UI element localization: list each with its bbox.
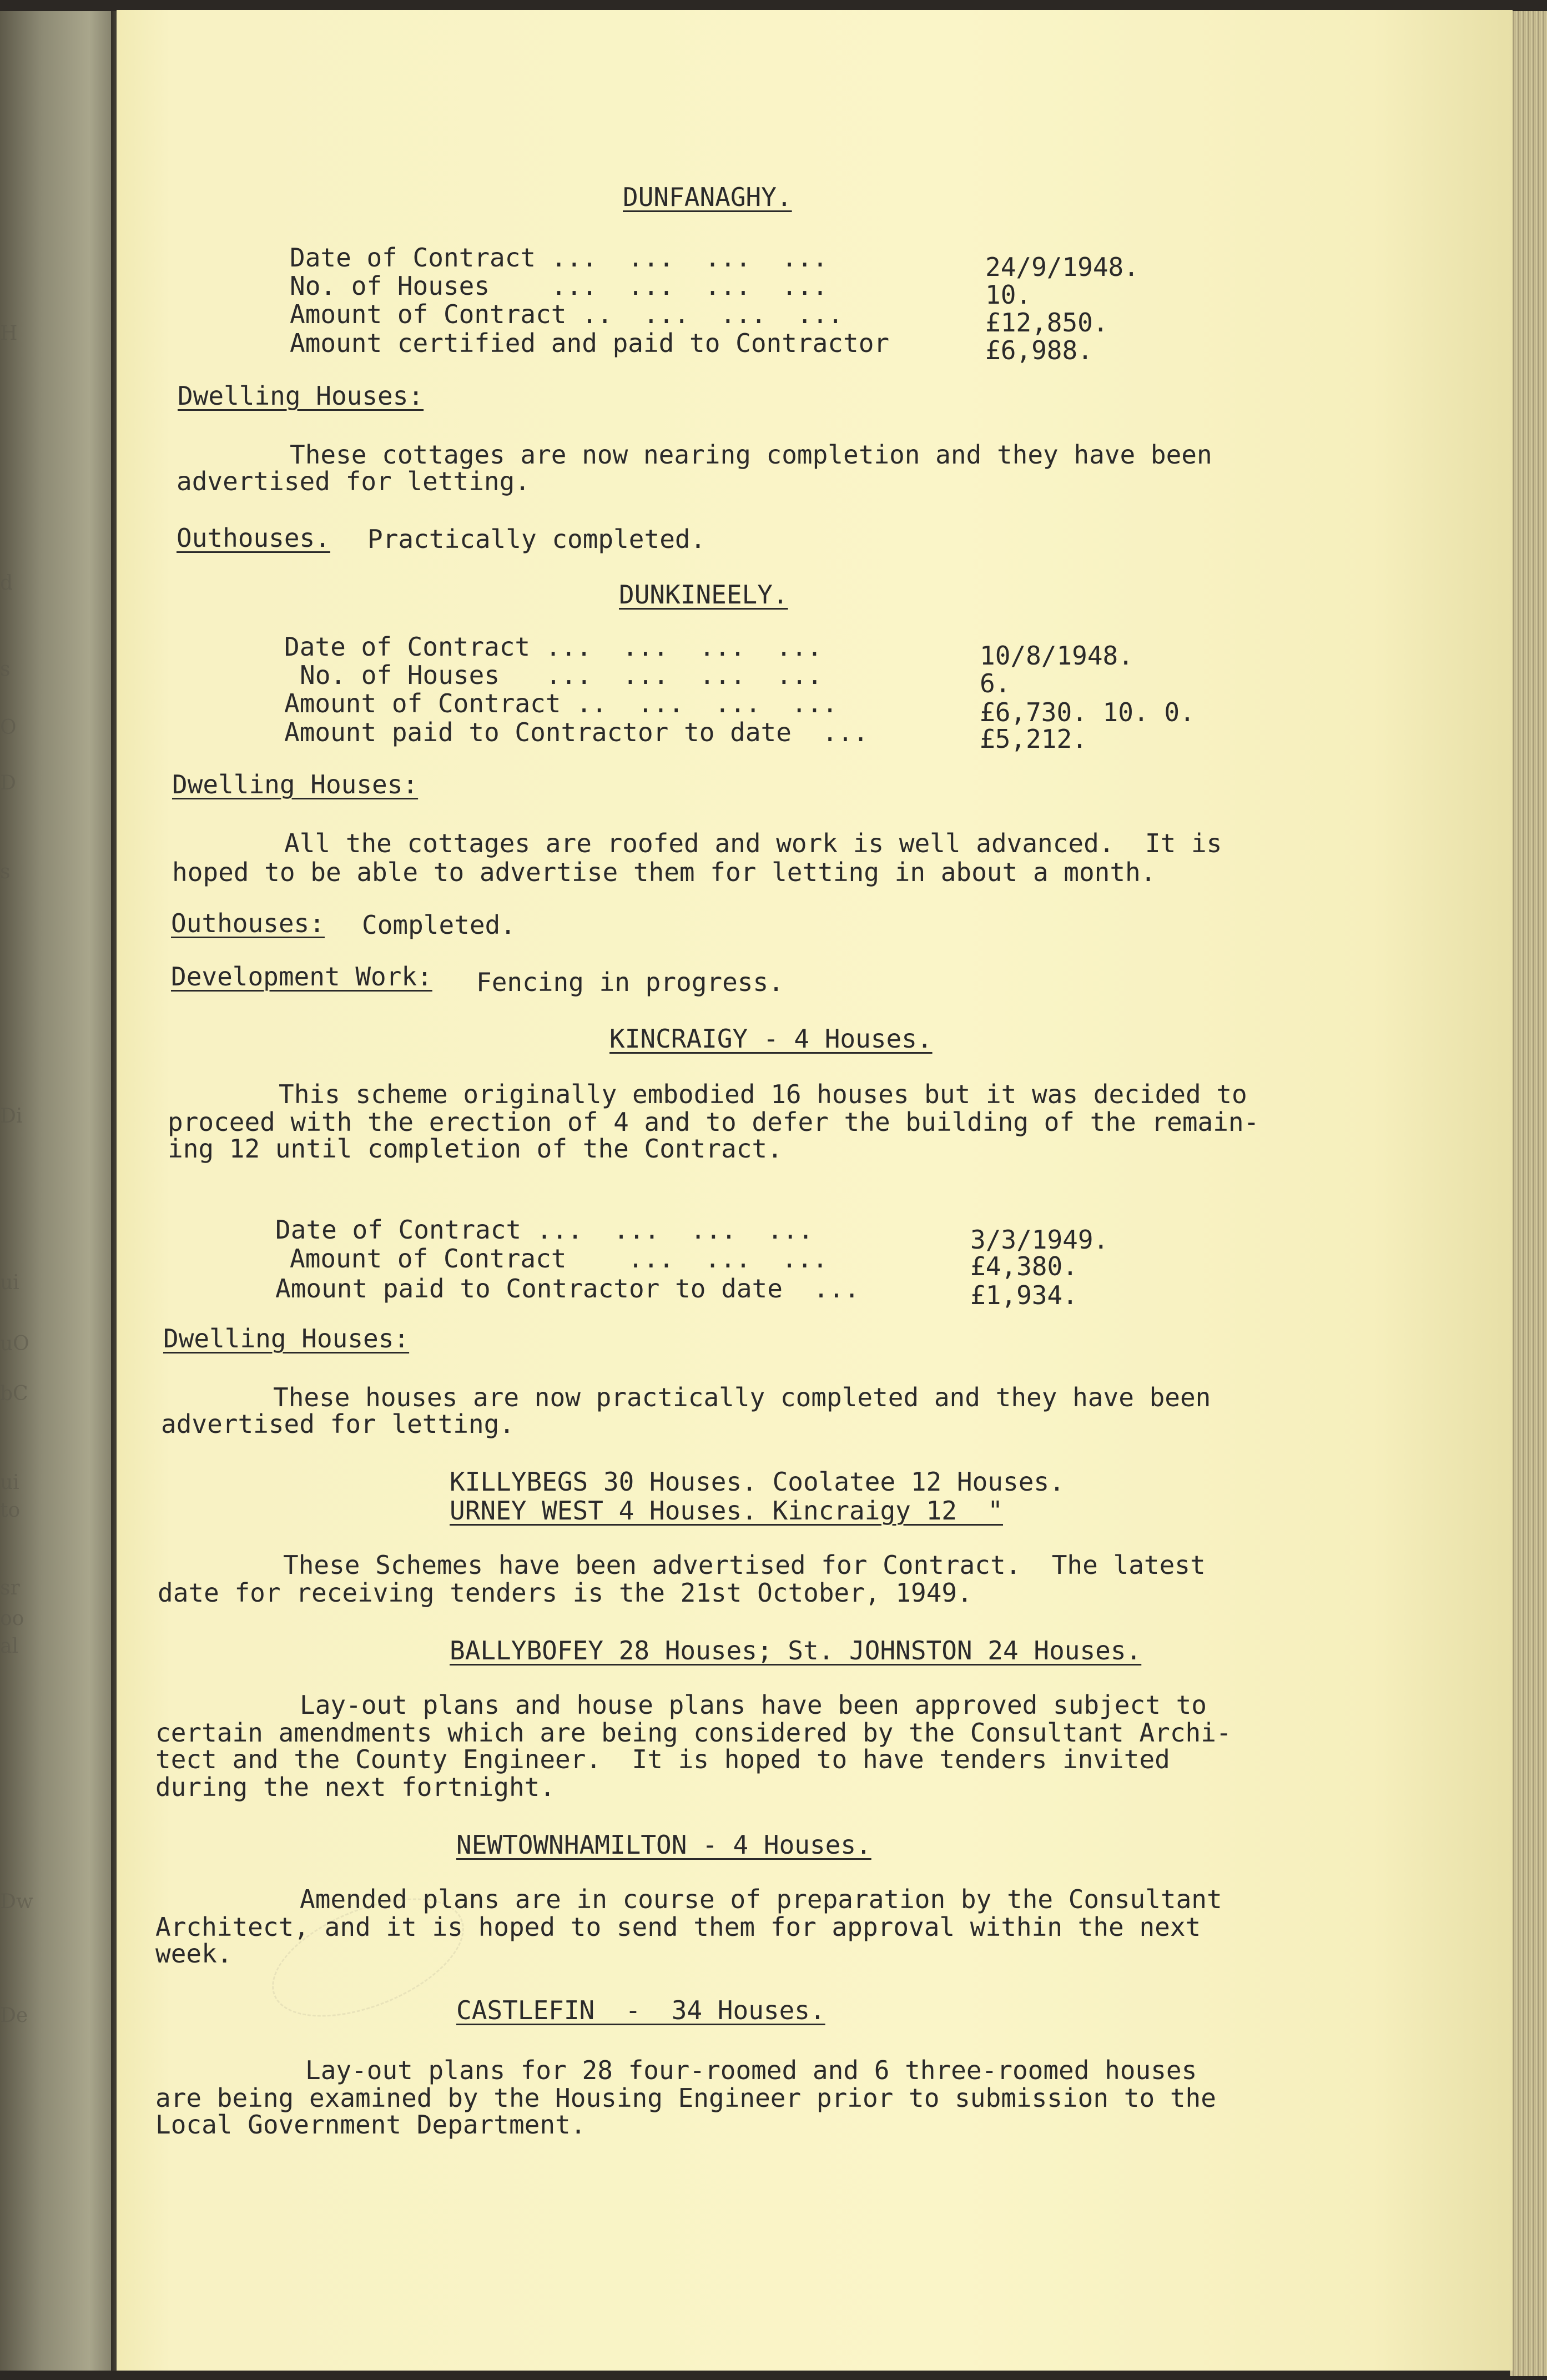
contract-row-label: Date of Contract ... ... ... ... <box>284 632 823 662</box>
prev-page-letter: O <box>0 716 17 739</box>
contract-row-label: Amount of Contract ... ... ... <box>290 1244 828 1274</box>
prev-page-letter: Di <box>0 1105 23 1128</box>
paragraph-line: All the cottages are roofed and work is well advanced. It is <box>284 828 1222 858</box>
subheading-dwelling-houses: Dwelling Houses: <box>178 381 424 411</box>
section-title-dunfanaghy: DUNFANAGHY. <box>623 182 792 212</box>
prev-page-letter: d <box>0 572 13 595</box>
prev-page-letter: ui <box>0 1271 19 1294</box>
paragraph-line: Lay-out plans for 28 four-roomed and 6 three-roomed houses <box>305 2055 1197 2085</box>
contract-row-label: No. of Houses ... ... ... ... <box>300 660 823 690</box>
section-title-urney-west: URNEY WEST 4 Houses. Kincraigy 12 " <box>450 1496 1003 1526</box>
prev-page-letter: s <box>0 861 11 883</box>
contract-row-value: £6,988. <box>985 335 1093 365</box>
subheading-development-work: Development Work: <box>171 962 432 992</box>
previous-page-edge <box>0 11 119 2371</box>
contract-row-label: No. of Houses ... ... ... ... <box>290 271 828 301</box>
prev-page-letter: al <box>0 1635 18 1658</box>
prev-page-letter: uO <box>0 1332 29 1355</box>
paragraph-line: Completed. <box>362 910 516 940</box>
paragraph-line: Amended plans are in course of preparation by the Consultant <box>300 1884 1222 1914</box>
contract-row-value: 3/3/1949. <box>970 1225 1109 1255</box>
prev-page-letter: bC <box>0 1382 28 1405</box>
subheading-dwelling-houses: Dwelling Houses: <box>172 769 419 799</box>
contract-row-value: 24/9/1948. <box>985 252 1139 282</box>
page-stack-edge <box>1510 11 1547 2376</box>
section-title-newtownhamilton: NEWTOWNHAMILTON - 4 Houses. <box>456 1830 871 1860</box>
prev-page-letter: ui <box>0 1471 19 1494</box>
paragraph-line: This scheme originally embodied 16 houses but it was decided to <box>279 1079 1247 1109</box>
contract-row-label: Date of Contract ... ... ... ... <box>275 1215 814 1245</box>
section-title-killybegs: KILLYBEGS 30 Houses. Coolatee 12 Houses. <box>450 1467 1065 1497</box>
paragraph-line: Architect, and it is hoped to send them for approval within the next <box>155 1912 1201 1942</box>
prev-page-letter: to <box>0 1499 21 1522</box>
paragraph-line: Local Government Department. <box>155 2110 586 2140</box>
prev-page-letter: sr <box>0 1577 20 1599</box>
contract-row-label: Amount of Contract .. ... ... ... <box>290 299 843 329</box>
contract-row-label: Amount paid to Contractor to date ... <box>275 1274 860 1304</box>
contract-row-value: £5,212. <box>980 724 1087 754</box>
contract-row-label: Date of Contract ... ... ... ... <box>290 243 828 273</box>
subheading-outhouses: Outhouses. <box>177 523 330 553</box>
paragraph-line: certain amendments which are being considered by the Consultant Archi- <box>155 1718 1232 1748</box>
prev-page-letter: s <box>0 658 11 681</box>
contract-row-label: Amount paid to Contractor to date ... <box>284 717 869 747</box>
document-page <box>117 10 1513 2371</box>
contract-row-label: Amount of Contract .. ... ... ... <box>284 688 838 718</box>
paragraph-line: hoped to be able to advertise them for letting in about a month. <box>172 857 1156 887</box>
section-title-castlefin: CASTLEFIN - 34 Houses. <box>456 1995 825 2025</box>
paragraph-line: Fencing in progress. <box>476 967 784 997</box>
paragraph-line: are being examined by the Housing Engineer prior to submission to the <box>155 2083 1216 2113</box>
contract-row-value: £6,730. 10. 0. <box>980 697 1195 727</box>
paragraph-line: ing 12 until completion of the Contract. <box>168 1134 783 1164</box>
contract-row-label: Amount certified and paid to Contractor <box>290 328 890 358</box>
prev-page-letter: D <box>0 772 16 794</box>
paragraph-line: date for receiving tenders is the 21st October, 1949. <box>158 1578 972 1608</box>
contract-row-value: £4,380. <box>970 1251 1078 1281</box>
paragraph-line: tect and the County Engineer. It is hoped to have tenders invited <box>155 1744 1170 1774</box>
prev-page-letter: oo <box>0 1607 24 1630</box>
section-title-dunkineely: DUNKINEELY. <box>619 580 788 610</box>
paragraph-line: These cottages are now nearing completion and they have been <box>290 440 1212 470</box>
paragraph-line: during the next fortnight. <box>155 1772 556 1802</box>
prev-page-letter: Dw <box>0 1890 33 1913</box>
paragraph-line: week. <box>155 1939 233 1969</box>
contract-row-value: 6. <box>980 668 1011 698</box>
paragraph-line: Lay-out plans and house plans have been approved subject to <box>300 1690 1207 1720</box>
contract-row-value: £1,934. <box>970 1280 1078 1310</box>
paragraph-line: These Schemes have been advertised for Contract. The latest <box>283 1550 1206 1580</box>
paragraph-line: Practically completed. <box>367 524 706 554</box>
section-title-ballybofey: BALLYBOFEY 28 Houses; St. JOHNSTON 24 Houses. <box>450 1636 1142 1666</box>
contract-row-value: 10/8/1948. <box>980 641 1133 671</box>
prev-page-letter: De <box>0 2004 28 2027</box>
contract-row-value: 10. <box>985 280 1032 310</box>
section-title-kincraigy: KINCRAIGY - 4 Houses. <box>609 1024 933 1054</box>
contract-row-value: £12,850. <box>985 308 1108 338</box>
prev-page-letter: H <box>0 322 18 345</box>
paragraph-line: advertised for letting. <box>177 466 530 496</box>
subheading-dwelling-houses: Dwelling Houses: <box>163 1324 410 1353</box>
paragraph-line: These houses are now practically completed and they have been <box>273 1382 1211 1412</box>
paragraph-line: advertised for letting. <box>161 1409 515 1439</box>
subheading-outhouses: Outhouses: <box>171 908 325 938</box>
paragraph-line: proceed with the erection of 4 and to defer the building of the remain- <box>168 1107 1259 1137</box>
